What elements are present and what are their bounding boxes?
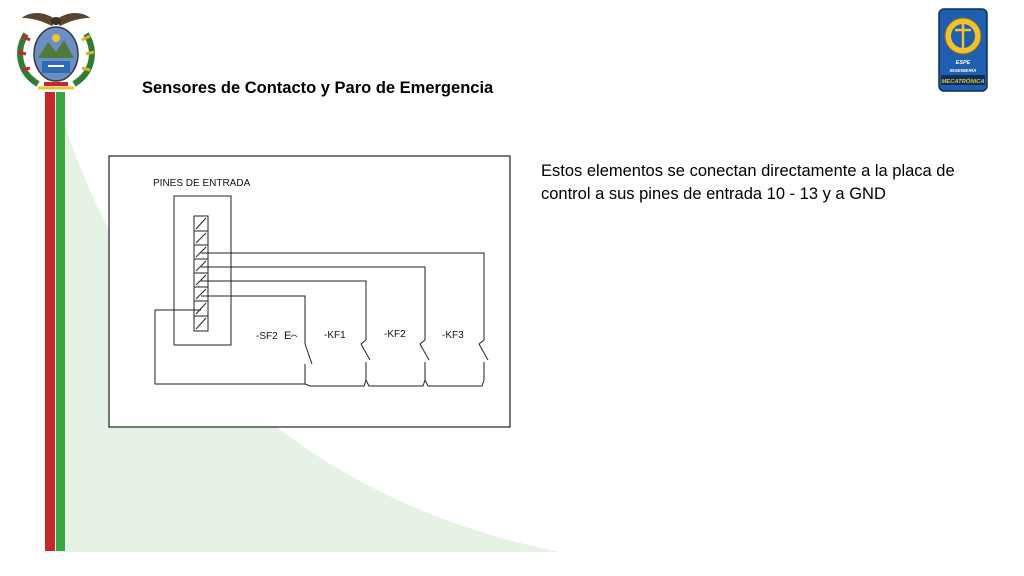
estop-symbol: E [284,330,292,342]
badge-text-espe: ESPE [955,60,971,66]
label-kf3: -KF3 [442,330,464,341]
badge-text-ingenieria: INGENIERÍA [949,68,977,73]
slide-title: Sensores de Contacto y Paro de Emergencia [142,79,494,97]
label-kf1: -KF1 [324,330,346,341]
label-kf2: -KF2 [384,329,406,340]
slide-body-text: Estos elementos se conectan directamente a la placa de control a sus pines de entrada 10 - 13 y a GND [541,162,955,203]
badge-text-mecatronica: MECATRÓNICA [941,79,985,85]
pins-label: PINES DE ENTRADA [153,178,251,189]
label-sf2: -SF2 [256,331,278,342]
